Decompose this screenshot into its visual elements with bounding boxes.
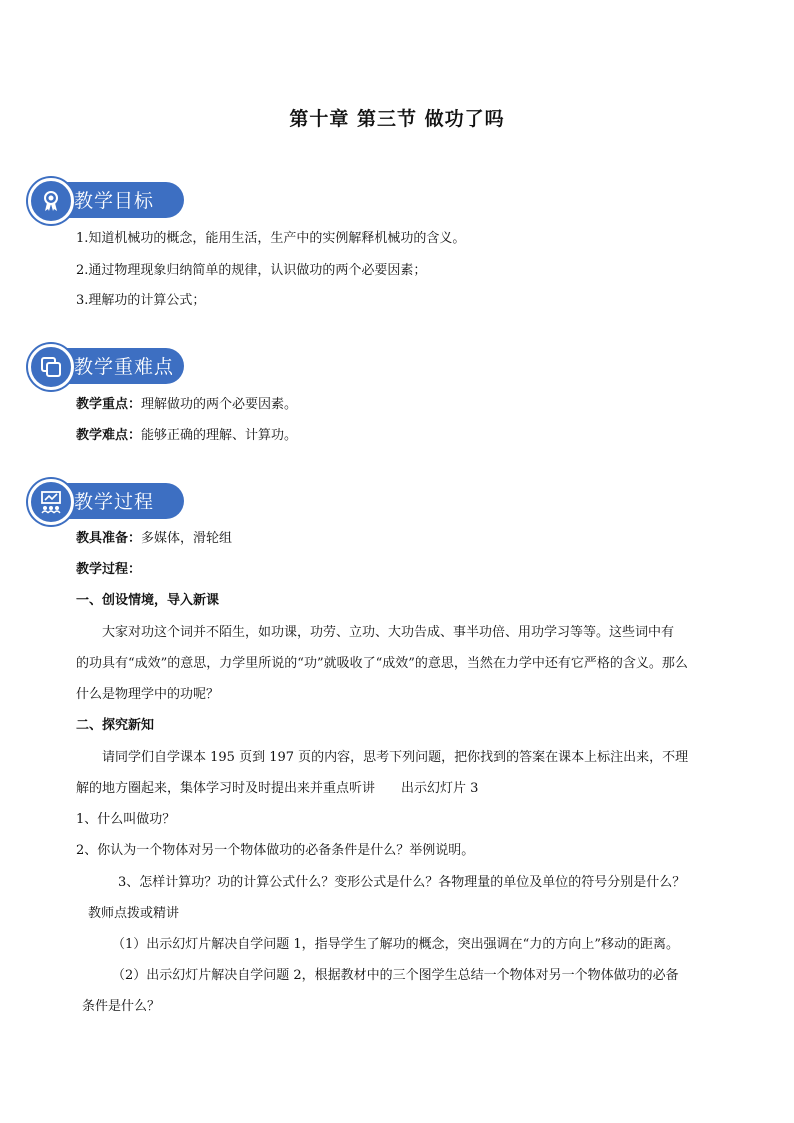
documents-icon [28,344,74,390]
teacher-guidance: 教师点拨或精讲 [88,906,180,921]
focus-text: 理解做功的两个必要因素。 [141,397,298,412]
section-banner-process [28,481,184,521]
page-title: 第十章 第三节 做功了吗 [289,108,505,130]
question-2: 2、你认为一个物体对另一个物体做功的必备条件是什么？举例说明。 [76,843,475,858]
award-icon [28,178,74,224]
section-heading: 教学目标 [74,190,155,212]
paragraph-line: 什么是物理学中的功呢？ [76,687,220,702]
question-1: 1、什么叫做功？ [76,812,176,827]
tools-label: 教具准备： [76,531,142,546]
presentation-icon [28,479,74,525]
teacher-step-2: （2）出示幻灯片解决自学问题 2，根据教材中的三个图学生总结一个物体对另一个物体做功的必备 [112,968,679,983]
part2-title: 二、探究新知 [76,718,155,733]
focus-line [76,396,297,414]
difficulty-label: 教学难点： [76,428,142,443]
difficulty-line [76,427,297,445]
paragraph-line: 的功具有“成效”的意思，力学里所说的“功”就吸收了“成效”的意思，当然在力学中还有它严格的含义。那么 [76,656,688,671]
part1-title: 一、创设情境，导入新课 [76,593,220,608]
objective-item: 1.知道机械功的概念，能用生活，生产中的实例解释机械功的含义。 [76,231,466,246]
tools-line [76,530,232,548]
section-banner-objectives [28,180,184,220]
teacher-step-2-cont: 条件是什么？ [82,999,161,1014]
paragraph-line: 大家对功这个词并不陌生，如功课，功劳、立功、大功告成、事半功倍、用功学习等等。这些词中有 [102,625,675,640]
section-banner-key-points [28,346,184,386]
objective-item: 3.理解功的计算公式； [76,293,206,308]
section-heading: 教学过程 [74,491,155,513]
tools-text: 多媒体，滑轮组 [141,531,233,546]
paragraph-line: 请同学们自学课本 195 页到 197 页的内容，思考下列问题，把你找到的答案在课本上标注出来，不理 [102,750,689,765]
section-heading: 教学重难点 [74,356,175,378]
paragraph-line: 解的地方圈起来，集体学习时及时提出来并重点听讲 出示幻灯片 3 [76,781,479,796]
focus-label: 教学重点： [76,397,142,412]
question-3: 3、怎样计算功？功的计算公式什么？变形公式是什么？各物理量的单位及单位的符号分别是什么？ [118,875,686,890]
process-label: 教学过程： [76,562,142,577]
difficulty-text: 能够正确的理解、计算功。 [141,428,298,443]
objective-item: 2.通过物理现象归纳简单的规律，认识做功的两个必要因素； [76,263,427,278]
teacher-step-1: （1）出示幻灯片解决自学问题 1，指导学生了解功的概念，突出强调在“力的方向上”移动的距离。 [112,937,679,952]
